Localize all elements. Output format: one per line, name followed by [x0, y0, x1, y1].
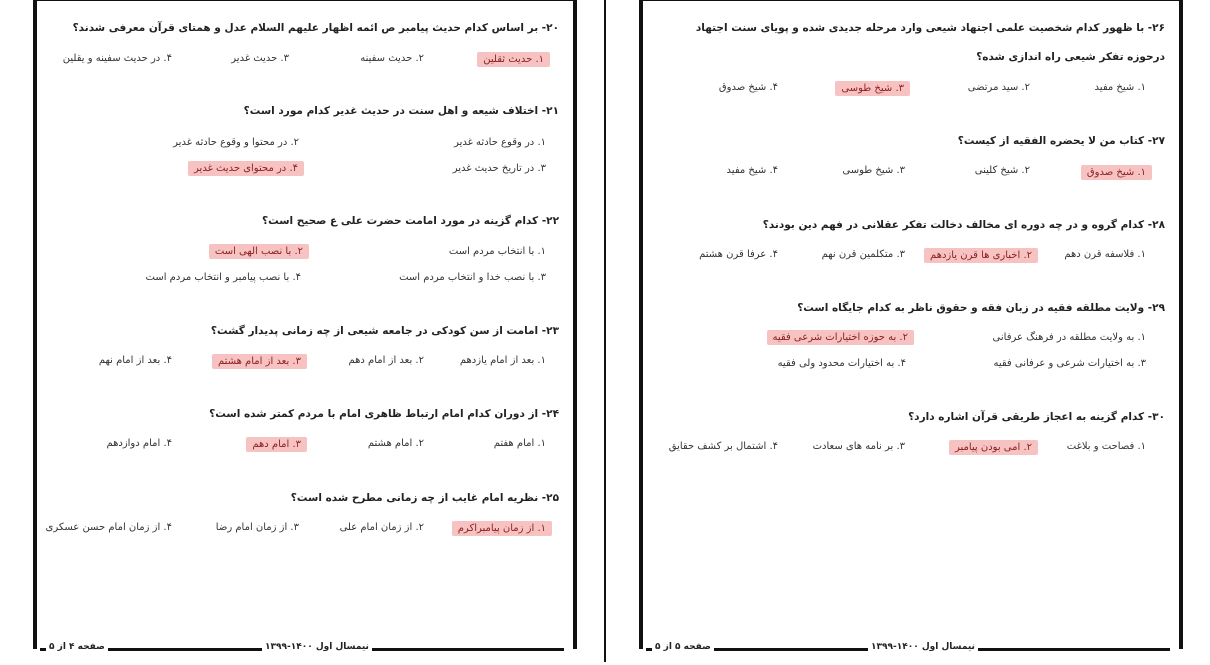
- q28-option-2[interactable]: ۲. اخباری ها قرن یازدهم: [924, 248, 1038, 263]
- q21-option-2[interactable]: ۲. در محتوا و وقوع حادثه غدیر: [173, 137, 299, 148]
- q20-option-1[interactable]: ۱. حدیث ثقلین: [477, 52, 550, 67]
- q30-option-1[interactable]: ۱. فصاحت و بلاغت: [1066, 441, 1146, 452]
- q24-option-1[interactable]: ۱. امام هفتم: [493, 438, 546, 449]
- question-25: ۲۵- نظریه امام غایب از چه زمانی مطرح شده است؟: [290, 492, 559, 504]
- q30-option-2[interactable]: ۲. امی بودن پیامبر: [949, 440, 1038, 455]
- page-footer: [646, 642, 1170, 665]
- q23-option-1[interactable]: ۱. بعد از امام یازدهم: [459, 355, 546, 366]
- question-28: ۲۸- کدام گروه و در چه دوره ای مخالف دخالت تفکر عقلانی در فهم دین بودند؟: [762, 219, 1165, 231]
- question-20: ۲۰- بر اساس کدام حدیث پیامبر ص ائمه اظهار علیهم السلام عدل و همتای قرآن معرفی شدند؟: [72, 22, 559, 34]
- question-30: ۳۰- کدام گزینه به اعجاز طریقی قرآن اشاره دارد؟: [908, 411, 1165, 423]
- exam-page-4: [0, 0, 604, 662]
- footer-page-number: صفحه ۵ از ۵: [652, 642, 714, 652]
- footer-term: نیمسال اول ۱۴۰۰-۱۳۹۹: [868, 642, 978, 652]
- q22-option-2[interactable]: ۲. با نصب الهی است: [209, 244, 309, 259]
- question-21: ۲۱- اختلاف شیعه و اهل سنت در حدیث غدیر کدام مورد است؟: [243, 105, 559, 117]
- q21-option-3[interactable]: ۳. در تاریخ حدیث غدیر: [452, 163, 546, 174]
- q27-option-3[interactable]: ۳. شیخ طوسی: [842, 165, 905, 176]
- q20-option-4[interactable]: ۴. در حدیث سفینه و یقلین: [62, 53, 172, 64]
- q28-option-4[interactable]: ۴. عرفا قرن هشتم: [699, 249, 778, 260]
- q26-option-1[interactable]: ۱. شیخ مفید: [1094, 82, 1146, 93]
- q28-option-1[interactable]: ۱. فلاسفه قرن دهم: [1064, 249, 1146, 260]
- q22-option-3[interactable]: ۳. با نصب خدا و انتخاب مردم است: [399, 272, 546, 283]
- q30-option-4[interactable]: ۴. اشتمال بر کشف حقایق: [668, 441, 778, 452]
- q29-option-1[interactable]: ۱. به ولایت مطلقه در فرهنگ عرفانی: [992, 332, 1146, 343]
- q24-option-2[interactable]: ۲. امام هشتم: [367, 438, 424, 449]
- question-23: ۲۳- امامت از سن کودکی در جامعه شیعی از چه زمانی پدیدار گشت؟: [210, 325, 559, 337]
- q21-option-4[interactable]: ۴. در محتوای حدیث غدیر: [188, 161, 304, 176]
- footer-term: نیمسال اول ۱۴۰۰-۱۳۹۹: [262, 642, 372, 652]
- q29-option-3[interactable]: ۳. به اختیارات شرعی و عرفانی فقیه: [993, 358, 1146, 369]
- q25-option-2[interactable]: ۲. از زمان امام علی: [339, 522, 424, 533]
- q29-option-2[interactable]: ۲. به حوزه اختیارات شرعی فقیه: [767, 330, 915, 345]
- q27-option-4[interactable]: ۴. شیخ مفید: [726, 165, 778, 176]
- q20-option-3[interactable]: ۳. حدیث غدیر: [231, 53, 289, 64]
- q25-option-4[interactable]: ۴. از زمان امام حسن عسکری: [45, 522, 172, 533]
- q22-option-4[interactable]: ۴. با نصب پیامبر و انتخاب مردم است: [145, 272, 301, 283]
- q27-option-1[interactable]: ۱. شیخ صدوق: [1081, 165, 1152, 180]
- q28-option-3[interactable]: ۳. متکلمین قرن نهم: [821, 249, 905, 260]
- q25-option-3[interactable]: ۳. از زمان امام رضا: [215, 522, 299, 533]
- q29-option-4[interactable]: ۴. به اختیارات محدود ولی فقیه: [777, 358, 906, 369]
- q25-option-1[interactable]: ۱. از زمان پیامبراکرم: [452, 521, 552, 536]
- q20-option-2[interactable]: ۲. حدیث سفینه: [360, 53, 424, 64]
- q26-option-4[interactable]: ۴. شیخ صدوق: [718, 82, 778, 93]
- q23-option-3[interactable]: ۳. بعد از امام هشتم: [212, 354, 307, 369]
- page-footer: [40, 642, 564, 665]
- q30-option-3[interactable]: ۳. بر نامه های سعادت: [812, 441, 905, 452]
- question-24: ۲۴- از دوران کدام امام ارتباط ظاهری امام با مردم کمتر شده است؟: [209, 408, 559, 420]
- exam-page-5: [606, 0, 1210, 662]
- question-29: ۲۹- ولایت مطلقه فقیه در زبان فقه و حقوق ناظر به کدام جایگاه است؟: [797, 302, 1165, 314]
- q27-option-2[interactable]: ۲. شیخ کلینی: [974, 165, 1030, 176]
- q22-option-1[interactable]: ۱. با انتخاب مردم است: [448, 246, 546, 257]
- q24-option-3[interactable]: ۳. امام دهم: [246, 437, 307, 452]
- q23-option-2[interactable]: ۲. بعد از امام دهم: [348, 355, 424, 366]
- footer-page-number: صفحه ۴ از ۵: [46, 642, 108, 652]
- question-27: ۲۷- کتاب من لا یحضره الفقیه از کیست؟: [957, 135, 1165, 147]
- q26-option-2[interactable]: ۲. سید مرتضی: [967, 82, 1030, 93]
- q21-option-1[interactable]: ۱. در وقوع حادثه غدیر: [454, 137, 546, 148]
- q26-option-3[interactable]: ۳. شیخ طوسی: [835, 81, 910, 96]
- question-26: ۲۶- با ظهور کدام شخصیت علمی اجتهاد شیعی وارد مرحله جدیدی شده و پویای سنت اجتهاد درحوزه تفکر شیعی راه اندازی شده؟: [695, 22, 1165, 63]
- question-22: ۲۲- کدام گزینه در مورد امامت حضرت علی ع صحیح است؟: [262, 215, 559, 227]
- page-frame: [639, 0, 1183, 649]
- q24-option-4[interactable]: ۴. امام دوازدهم: [106, 438, 172, 449]
- q23-option-4[interactable]: ۴. بعد از امام نهم: [98, 355, 172, 366]
